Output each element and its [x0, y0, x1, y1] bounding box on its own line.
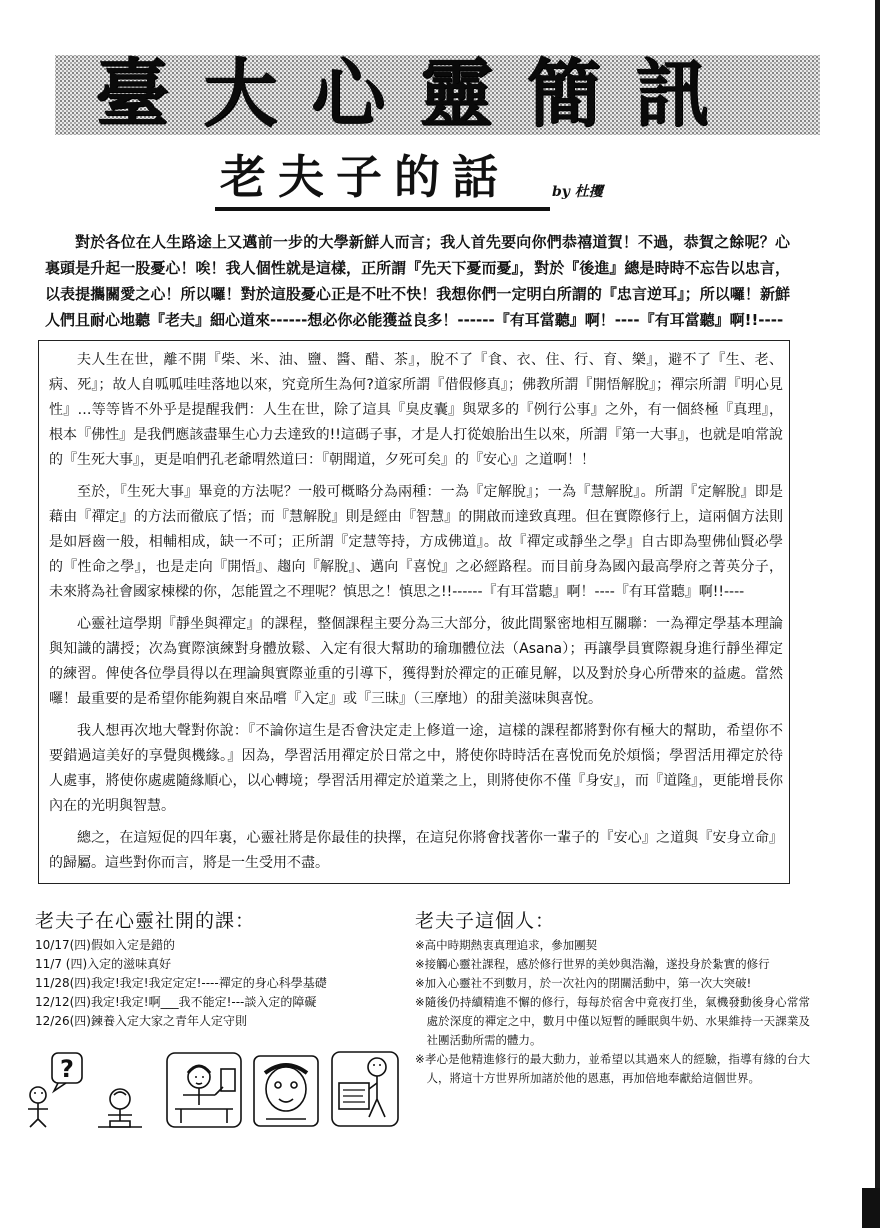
- box-paragraph: 我人想再次地大聲對你說：『不論你這生是否會決定走上修道一途，這樣的課程都將對你有極大的幫助，希望你不要錯過這美好的享覺與機緣。』因為，學習活用禪定於日常之中，將使你時時活在喜悅而免於煩惱；學習活用禪定於待人處事，將使你處處隨緣順心，以心轉境；學習活用禪定於道業之上，則將使你不僅『身安』，而『道隆』，更能增長你內在的光明與智慧。: [49, 723, 783, 814]
- title-underline: [215, 207, 550, 211]
- profile-item: ※加入心靈社不到數月，於一次社內的閉關活動中，第一次大突破!: [415, 976, 752, 990]
- courses-heading: 老夫子在心靈社開的課：: [35, 910, 256, 932]
- profile-list: [415, 936, 810, 1088]
- article-title: 老夫子的話: [220, 150, 510, 204]
- main-text-box: [38, 340, 790, 884]
- courses-column: [35, 908, 405, 1129]
- cartoon-sign-holder: [329, 1049, 401, 1129]
- article-byline: by 杜攫: [552, 184, 603, 200]
- course-list: [35, 936, 405, 1031]
- profile-item: ※孝心是他精進修行的最大動力，並希望以其過來人的經驗，指導有緣的台大人，將這十方世界所加諸於他的恩惠，再加倍地奉獻給這個世界。: [415, 1052, 810, 1085]
- cartoon-strip: [18, 1047, 405, 1129]
- box-paragraph: 總之，在這短促的四年裏，心靈社將是你最佳的抉擇，在這兒你將會找著你一輩子的『安心』之道與『安身立命』的歸屬。這些對你而言，將是一生受用不盡。: [49, 830, 783, 871]
- profile-item: ※隨後仍持續精進不懈的修行，每每於宿舍中竟夜打坐，氣機發動後身心常常處於深度的禪定之中，數月中僅以短暫的睡眠與牛奶、水果維持一天課業及社團活動所需的體力。: [415, 995, 810, 1047]
- course-item: 12/12(四)我定!我定!啊___我不能定!---談入定的障礙: [35, 995, 317, 1009]
- box-paragraph: 夫人生在世，離不開『柴、米、油、鹽、醬、醋、茶』，脫不了『食、衣、住、行、育、樂』，避不了『生、老、病、死』；故人自呱呱哇哇落地以來，究竟所生為何?道家所謂『借假修真』；佛教所謂『開悟解脫』；禪宗所謂『明心見性』…等等皆不外乎是提醒我們：人生在世，除了這具『臭皮囊』與眾多的『例行公事』之外，有一個終極『真理』，根本『佛性』是我們應該盡畢生心力去達致的!!這碼子事，才是人打從娘胎出生以來，所謂『第一大事』，也就是咱常說的『生死大事』，更是咱們孔老爺喟然道曰：『朝聞道，夕死可矣』的『安心』之道啊！！: [49, 352, 783, 468]
- cartoon-question: [18, 1049, 153, 1129]
- scan-corner: [862, 1188, 880, 1228]
- intro-paragraph: 對於各位在人生路途上又邁前一步的大學新鮮人而言；我人首先要向你們恭禧道賀！不過，恭賀之餘呢？心裏頭是升起一股憂心！唉！我人個性就是這樣，正所謂『先天下憂而憂』，對於『後進』總是時時不忘告以忠言，以表提攜關愛之心！所以囉！對於這股憂心正是不吐不快！我想你們一定明白所謂的『忠言逆耳』；所以囉！新鮮人們且耐心地聽『老夫』細心道來------想必你必能獲益良多！------『有耳當聽』啊！----『有耳當聽』啊!!----: [45, 233, 790, 329]
- masthead-banner: [55, 51, 820, 137]
- box-paragraph: 至於，『生死大事』畢竟的方法呢？一般可概略分為兩種：一為『定解脫』；一為『慧解脫』。所謂『定解脫』即是藉由『禪定』的方法而徹底了悟；而『慧解脫』則是經由『智慧』的開啟而達致真理。但在實際修行上，這兩個方法則是如唇齒一般，相輔相成，缺一不可；正所謂『定慧等持，方成佛道』。故『禪定或靜坐之學』自古即為聖佛仙賢必學的『性命之學』，也是走向『開悟』、趨向『解脫』、邁向『喜悅』之必經路程。而目前身為國內最高學府之菁英分子，未來將為社會國家棟樑的你，怎能置之不理呢？慎思之！慎思之!!------『有耳當聽』啊！----『有耳當聽』啊!!----: [49, 484, 783, 600]
- box-paragraph: 心靈社這學期『靜坐與禪定』的課程，整個課程主要分為三大部分，彼此間緊密地相互關聯：一為禪定學基本理論與知識的講授；次為實際演練對身體放鬆、入定有很大幫助的瑜珈體位法（Asana）；再讓學員實際親身進行靜坐禪定的練習。俾使各位學員得以在理論與實際並重的引導下，獲得對於禪定的正確見解，以及對於身心所帶來的益處。當然囉！最重要的是希望你能夠親自來品嚐『入定』或『三昧』（三摩地）的甜美滋味與喜悅。: [49, 616, 783, 707]
- profile-column: [415, 908, 810, 1129]
- masthead-title: 臺大心靈簡訊: [95, 51, 743, 137]
- profile-item: ※接觸心靈社課程，感於修行世界的美妙與浩瀚，遂投身於紮實的修行: [415, 957, 770, 971]
- bubble-question-mark: ?: [60, 1055, 74, 1083]
- course-item: 11/28(四)我定!我定!我定定定!----禪定的身心科學基礎: [35, 976, 327, 990]
- course-item: 11/7 (四)入定的滋味真好: [35, 957, 172, 971]
- article-header: [0, 135, 880, 225]
- cartoon-face: [251, 1053, 321, 1129]
- course-item: 10/17(四)假如入定是錯的: [35, 938, 175, 952]
- profile-heading: 老夫子這個人：: [415, 910, 556, 932]
- course-item: 12/26(四)鍊養入定大家之青年人定守則: [35, 1014, 247, 1028]
- profile-item: ※高中時期熱衷真理追求，參加團契: [415, 938, 598, 952]
- bottom-section: [0, 908, 880, 1129]
- cartoon-student-desk: [163, 1049, 245, 1129]
